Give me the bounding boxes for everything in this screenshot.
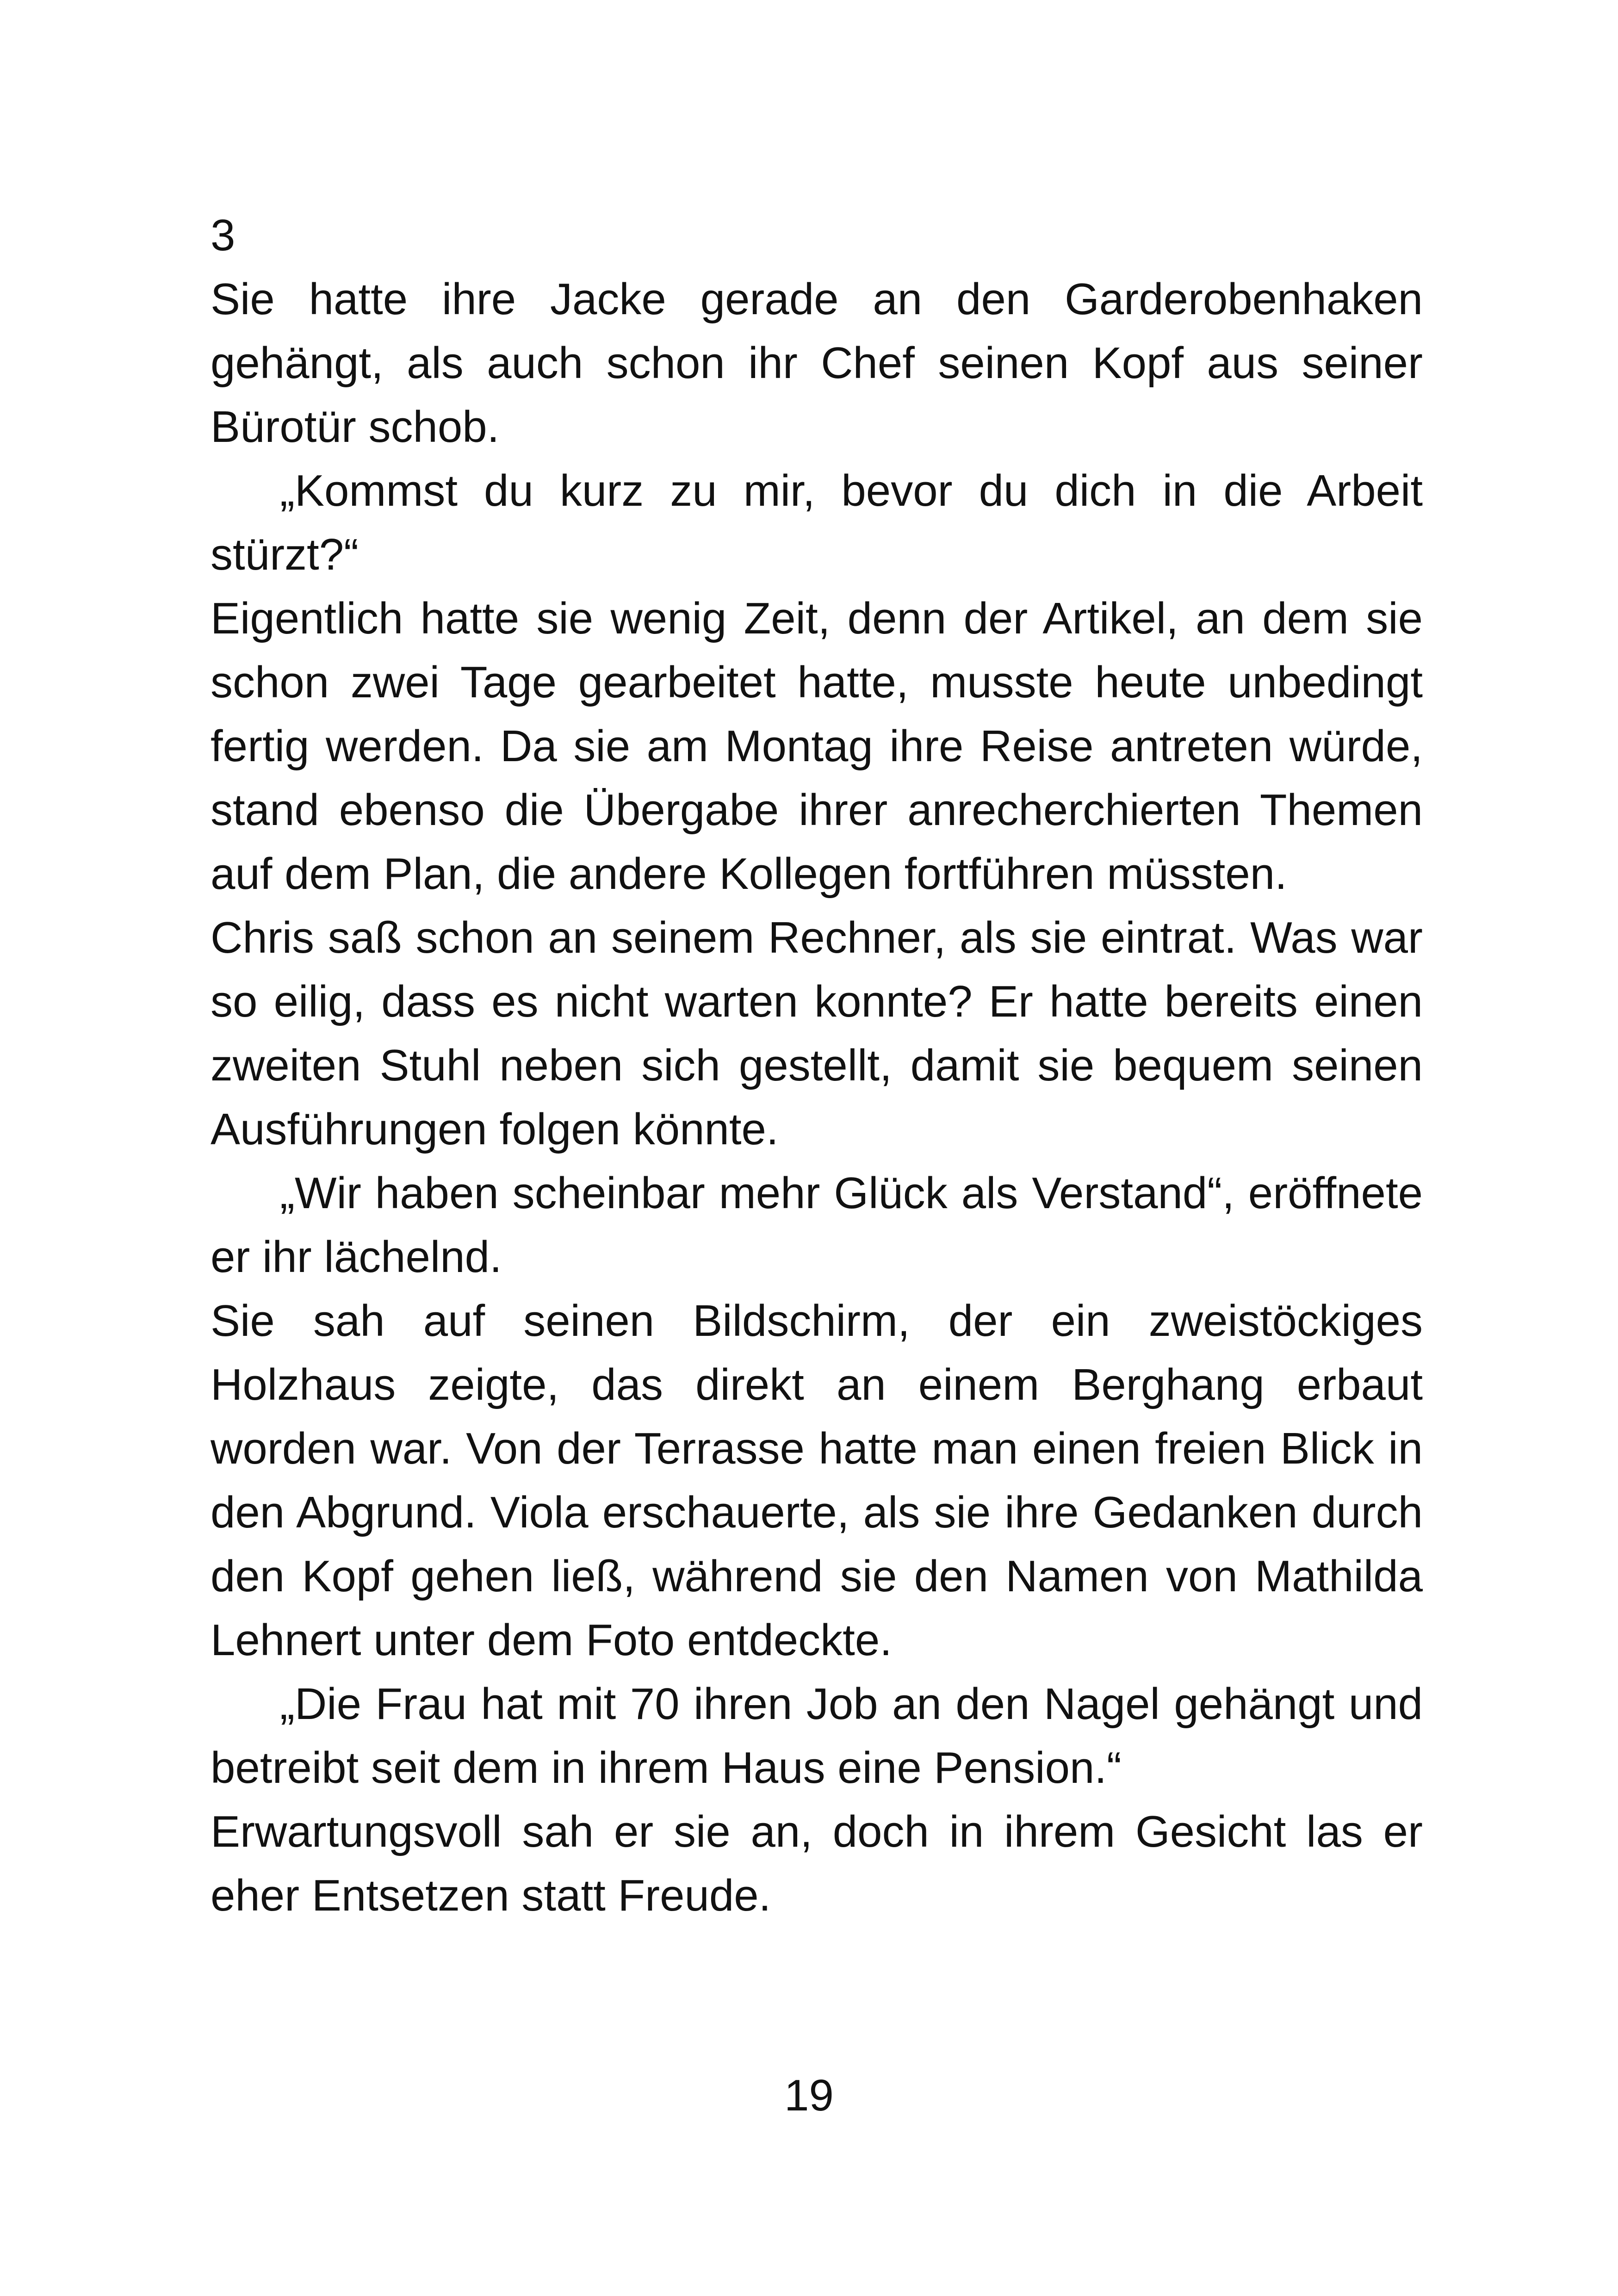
paragraph: Erwartungsvoll sah er sie an, doch in ihrem Gesicht las er eher Entsetzen statt Freude. bbox=[211, 1807, 1423, 1920]
paragraph: Eigentlich hatte sie wenig Zeit, denn der Artikel, an dem sie schon zwei Tage gearbeitet hatte, musste heute unbedingt fertig werden. Da sie am Montag ihre Reise antreten würde, stand ebenso die Übergabe ihrer anrecherchierten Themen auf dem Plan, die andere Kollegen fortführen müssten. bbox=[211, 594, 1423, 899]
text-body bbox=[211, 204, 1423, 1928]
chapter-number: 3 bbox=[211, 211, 236, 260]
page-number: 19 bbox=[784, 2071, 834, 2120]
dialogue-paragraph: „Kommst du kurz zu mir, bevor du dich in die Arbeit stürzt?“ bbox=[211, 466, 1423, 579]
dialogue-paragraph: „Wir haben scheinbar mehr Glück als Verstand“, eröffnete er ihr lächelnd. bbox=[211, 1168, 1423, 1282]
dialogue-paragraph: „Die Frau hat mit 70 ihren Job an den Nagel gehängt und betreibt seit dem in ihrem Haus eine Pension.“ bbox=[211, 1679, 1423, 1793]
paragraph: Chris saß schon an seinem Rechner, als sie eintrat. Was war so eilig, dass es nicht warten konnte? Er hatte bereits einen zweiten Stuhl neben sich gestellt, damit sie bequem seinen Ausführungen folgen könnte. bbox=[211, 913, 1423, 1154]
paragraph: Sie sah auf seinen Bildschirm, der ein zweistöckiges Holzhaus zeigte, das direkt an einem Berghang erbaut worden war. Von der Terrasse hatte man einen freien Blick in den Abgrund. Viola erschauerte, als sie ihre Gedanken durch den Kopf gehen ließ, während sie den Namen von Mathilda Lehnert unter dem Foto entdeckte. bbox=[211, 1296, 1423, 1665]
paragraph: Sie hatte ihre Jacke gerade an den Garderobenhaken gehängt, als auch schon ihr Chef seinen Kopf aus seiner Bürotür schob. bbox=[211, 274, 1423, 452]
